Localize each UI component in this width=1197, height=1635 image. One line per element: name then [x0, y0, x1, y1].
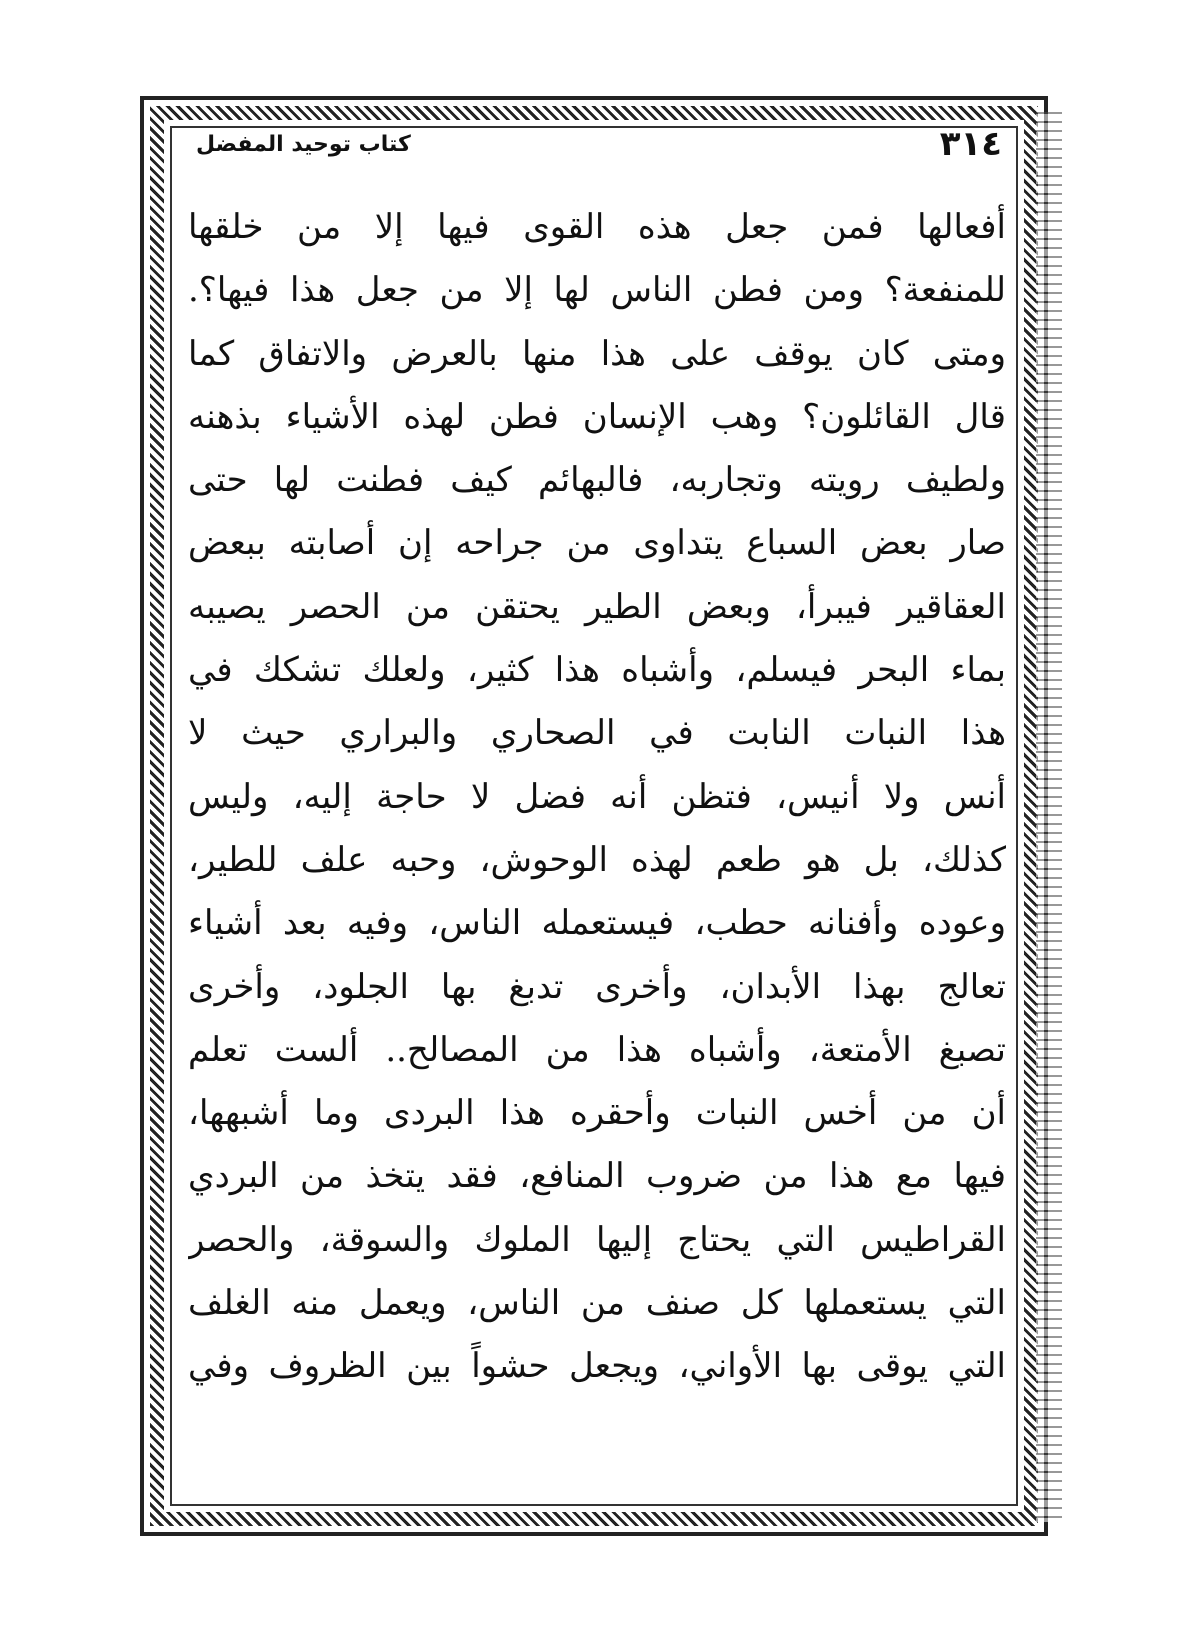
- text-line: أنس ولا أنيس، فتظن أنه فضل لا حاجة إليه، وليس: [188, 776, 1006, 817]
- text-line: أفعالها فمن جعل هذه القوى فيها إلا من خلقها: [188, 207, 1006, 247]
- text-line: وعوده وأفنانه حطب، فيستعمله الناس، وفيه بعد أشياء: [188, 903, 1006, 944]
- text-line: القراطيس التي يحتاج إليها الملوك والسوقة، والحصر: [188, 1219, 1006, 1260]
- text-line: بماء البحر فيسلم، وأشباه هذا كثير، ولعلك تشكك في: [188, 650, 1006, 691]
- body-text: [188, 196, 1006, 1399]
- text-line: قال القائلون؟ وهب الإنسان فطن لهذه الأشياء بذهنه: [188, 396, 1006, 437]
- text-line: تعالج بهذا الأبدان، وأخرى تدبغ بها الجلود، وأخرى: [188, 966, 1006, 1007]
- text-line: تصبغ الأمتعة، وأشباه هذا من المصالح.. ألست تعلم: [188, 1029, 1006, 1070]
- text-line: صار بعض السباع يتداوى من جراحه إن أصابته ببعض: [188, 523, 1006, 564]
- text-line: أن من أخس النبات وأحقره هذا البردى وما أشبهها،: [188, 1093, 1006, 1134]
- text-line: التي يستعملها كل صنف من الناس، ويعمل منه الغلف: [188, 1283, 1006, 1324]
- scan-edge-strip: [1036, 112, 1062, 1522]
- text-line: ومتى كان يوقف على هذا منها بالعرض والاتفاق كما: [188, 333, 1006, 374]
- text-line: هذا النبات النابت في الصحاري والبراري حيث لا: [188, 713, 1006, 754]
- text-line: العقاقير فيبرأ، وبعض الطير يحتقن من الحصر يصيبه: [188, 586, 1006, 627]
- text-line: ولطيف رويته وتجاربه، فالبهائم كيف فطنت لها حتى: [188, 460, 1006, 501]
- text-line: التي يوقى بها الأواني، ويجعل حشواً بين الظروف وفي: [188, 1346, 1006, 1387]
- text-line: للمنفعة؟ ومن فطن الناس لها إلا من جعل هذا فيها؟.: [188, 270, 1006, 311]
- page-number: ٣١٤: [939, 124, 1002, 164]
- running-title: كتاب توحيد المفضل: [196, 132, 411, 157]
- text-line: فيها مع هذا من ضروب المنافع، فقد يتخذ من البردي: [188, 1156, 1006, 1197]
- text-line: كذلك، بل هو طعم لهذه الوحوش، وحبه علف للطير،: [188, 839, 1006, 880]
- page-header: [196, 124, 1002, 176]
